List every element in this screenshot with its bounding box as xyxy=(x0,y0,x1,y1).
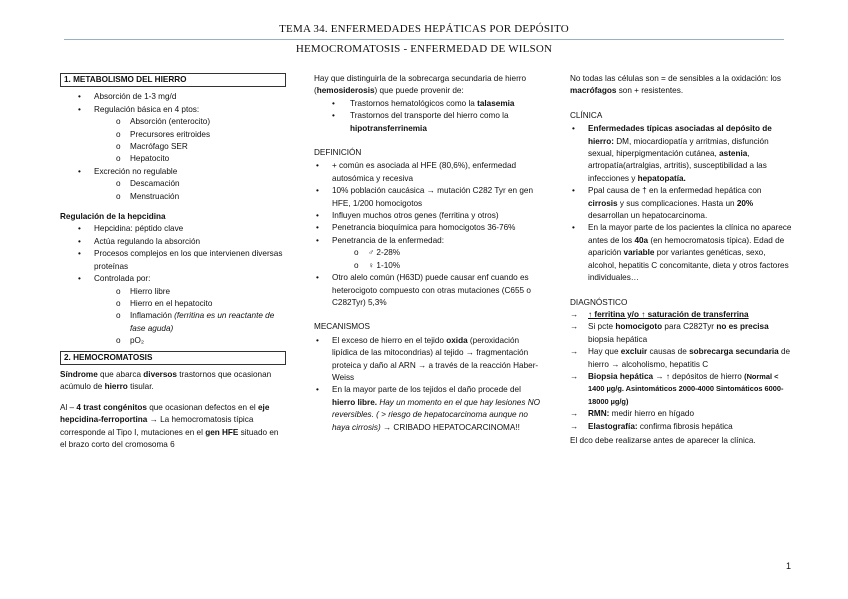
subheading-mecanismos: MECANISMOS xyxy=(314,322,370,332)
item-text: Inflamación xyxy=(130,311,172,321)
column-2 xyxy=(314,73,542,434)
list-item: • Enfermedades típicas asociadas al depósito de hierro: DM, miocardiopatía y arritmias, disfunción sexual, hiperpigmentación cutánea, astenia, artropatía(artralgias, artritis), susceptibilidad a las infecciones y hepatopatía. xyxy=(570,123,792,185)
header-rule xyxy=(64,39,784,40)
list-item: → Biopsia hepática → ↑ depósitos de hierro (Normal < 1400 µg/g. Asintomáticos 2000-4000 Sintomáticos 6000-18000 µg/g) xyxy=(570,371,792,408)
list-item: o Hierro en el hepatocito xyxy=(60,298,286,310)
list-item: o Hepatocito xyxy=(60,153,286,165)
list-item: → RMN: medir hierro en hígado xyxy=(570,408,792,420)
list-item: • En la mayor parte de los pacientes la clínica no aparece antes de los 40a (en hemocromatosis típica). Edad de aparición variable por variantes genéticas, sexo, alcohol, hepatitis C concomitante, dieta y otros factores individuales… xyxy=(570,222,792,284)
list-item: o ♀ 1-10% xyxy=(314,260,542,272)
list-item: • Controlada por: xyxy=(60,273,286,285)
section-title-metabolismo: 1. METABOLISMO DEL HIERRO xyxy=(60,73,286,87)
list-item: • Absorción de 1-3 mg/d xyxy=(60,91,286,103)
list-item: → Si pcte homocigoto para C282Tyr no es precisa biopsia hepática xyxy=(570,321,792,346)
list-item: → Elastografía: confirma fibrosis hepática xyxy=(570,421,792,433)
list-item: • Trastornos del transporte del hierro como la hipotransferrinemia xyxy=(314,110,542,135)
list-item xyxy=(60,310,286,335)
list-item: • Ppal causa de † en la enfermedad hepática con cirrosis y sus complicaciones. Hasta un 20% desarrollan un hepatocarcinoma. xyxy=(570,185,792,222)
subheading-clinica: CLÍNICA xyxy=(570,110,603,120)
subheading-diagnostico: DIAGNÓSTICO xyxy=(570,297,628,307)
list-item: o Menstruación xyxy=(60,191,286,203)
list-item: • Trastornos hematológicos como la talasemia xyxy=(314,98,542,110)
list-item: o Hierro libre xyxy=(60,286,286,298)
list-item: • Penetrancia de la enfermedad: xyxy=(314,235,542,247)
list-item: • Procesos complejos en los que intervienen diversas proteínas xyxy=(60,248,286,273)
subheading-definicion: DEFINICIÓN xyxy=(314,148,362,158)
list-item: • Actúa regulando la absorción xyxy=(60,236,286,248)
page-title: TEMA 34. ENFERMEDADES HEPÁTICAS POR DEPÓSITO xyxy=(279,23,569,35)
list-item: • Influyen muchos otros genes (ferritina y otros) xyxy=(314,210,542,222)
list-item: • + común es asociada al HFE (80,6%), enfermedad autosómica y recesiva xyxy=(314,160,542,185)
list-item: • Otro alelo común (H63D) puede causar enf cuando es heterocigoto compuesto con otras mutaciones (C655 o C282Tyr) 5,3% xyxy=(314,272,542,309)
list-item: • En la mayor parte de los tejidos el daño procede del hierro libre. Hay un momento en el que hay lesiones NO reversibles. ( > riesgo de hepatocarcinoma aunque no haya cirrosis) → CRIBADO HEPATOCARCINOMA!! xyxy=(314,384,542,434)
list-item: • Regulación básica en 4 ptos: xyxy=(60,104,286,116)
list-item: o ♂ 2-28% xyxy=(314,247,542,259)
paragraph: Síndrome que abarca diversos trastornos que ocasionan acúmulo de hierro tisular. xyxy=(60,369,272,392)
list-item: • El exceso de hierro en el tejido oxida (peroxidación lipídica de las mitocondrias) al tejido → fragmentación proteica y daño al ARN → a través de la reacción Haber-Weiss xyxy=(314,335,542,385)
list-item: • Penetrancia bioquímica para homocigotos 36-76% xyxy=(314,222,542,234)
list-item: → Hay que excluir causas de sobrecarga secundaria de hierro → alcoholismo, hepatitis C xyxy=(570,346,792,371)
list-item: → ↑ ferritina y/o ↑ saturación de transferrina xyxy=(570,309,792,321)
list-item: o pO₂ xyxy=(60,335,286,347)
list-item: • Hepcidina: péptido clave xyxy=(60,223,286,235)
subheading-hepcidina: Regulación de la hepcidina xyxy=(60,212,166,222)
list-item: • 10% población caucásica → mutación C282 Tyr en gen HFE, 1/200 homocigotos xyxy=(314,185,542,210)
paragraph: Al – 4 trast congénitos que ocasionan defectos en el eje hepcidina-ferroportina → La hemocromatosis típica corresponde al Tipo I, mutaciones en el gen HFE situado en el brazo corto del cromosoma 6 xyxy=(60,402,279,449)
page-subtitle: HEMOCROMATOSIS - ENFERMEDAD DE WILSON xyxy=(295,43,553,55)
list-item: o Descamación xyxy=(60,178,286,190)
item-note: (ferritina es un reactante de fase aguda) xyxy=(130,311,275,333)
list-item: o Precursores eritroides xyxy=(60,129,286,141)
section-title-hemocromatosis: 2. HEMOCROMATOSIS xyxy=(60,351,286,365)
page-number: 1 xyxy=(786,561,792,571)
paragraph: Hay que distinguirla de la sobrecarga secundaria de hierro (hemosiderosis) que puede provenir de: xyxy=(314,74,527,96)
paragraph: El dco debe realizarse antes de aparecer la clínica. xyxy=(570,435,756,445)
column-1 xyxy=(60,73,286,451)
list-item: o Absorción (enterocito) xyxy=(60,116,286,128)
paragraph: No todas las células son = de sensibles a la oxidación: los macrófagos son + resistentes. xyxy=(570,74,781,96)
list-item: • Excreción no regulable xyxy=(60,166,286,178)
column-3 xyxy=(570,73,792,447)
list-item: o Macrófago SER xyxy=(60,141,286,153)
